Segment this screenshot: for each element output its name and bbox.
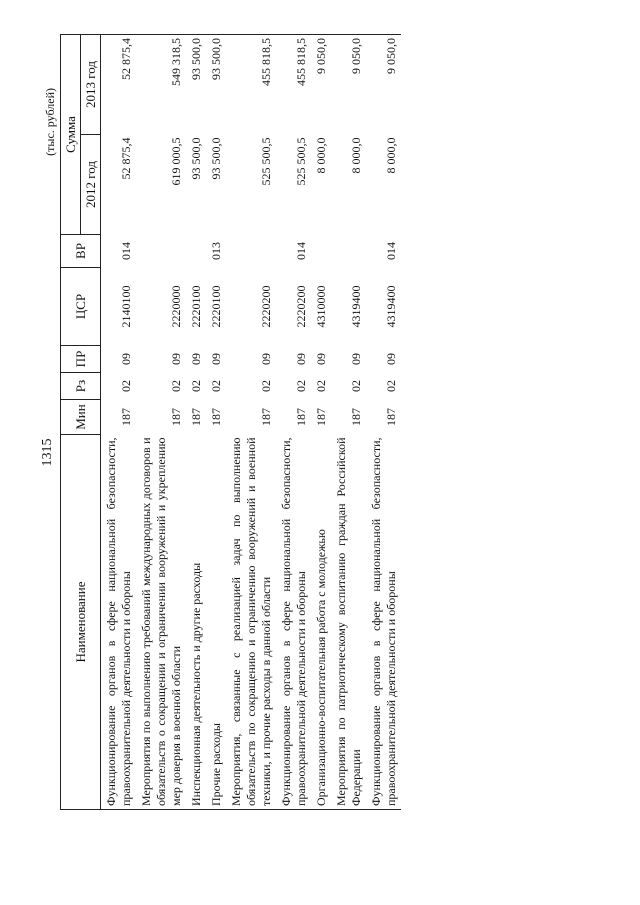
row-min: 187	[314, 408, 328, 426]
row-pr: 09	[349, 353, 363, 365]
row-pr: 09	[189, 353, 203, 365]
row-vr: 014	[384, 242, 398, 260]
row-rz: 02	[189, 380, 203, 392]
row-name: Прочие расходы	[206, 435, 226, 810]
header-year-2012: 2012 год	[81, 135, 101, 235]
row-rz: 02	[169, 380, 183, 392]
table-row	[136, 35, 186, 810]
table-row	[311, 35, 331, 810]
row-name: Организационно-воспитательная работа с молодежью	[311, 435, 331, 810]
row-min: 187	[119, 408, 133, 426]
row-sum-2012: 93 500,0	[209, 137, 223, 180]
row-name: Функционирование органов в сфере национальной безопасности, правоохранительной деятельности и обороны	[101, 435, 137, 810]
row-sum-2012: 8 000,0	[314, 137, 328, 174]
row-min: 187	[294, 408, 308, 426]
row-rz: 02	[349, 380, 363, 392]
row-rz: 02	[209, 380, 223, 392]
table-row	[226, 35, 276, 810]
header-csr: ЦСР	[61, 268, 101, 346]
row-sum-2013: 9 050,0	[331, 35, 366, 135]
row-vr: 013	[209, 242, 223, 260]
row-sum-2013: 455 818,5	[276, 35, 311, 135]
row-csr: 4319400	[384, 285, 398, 328]
row-csr: 2220100	[209, 285, 223, 328]
row-csr: 2220000	[169, 285, 183, 328]
row-sum-2013: 9 050,0	[366, 35, 401, 135]
row-min: 187	[349, 408, 363, 426]
row-name: Функционирование органов в сфере национальной безопасности, правоохранительной деятельности и обороны	[276, 435, 311, 810]
row-csr: 2140100	[119, 285, 133, 328]
row-sum-2013: 549 318,5	[136, 35, 186, 135]
row-vr: 014	[294, 242, 308, 260]
header-rz: Рз	[61, 373, 101, 400]
header-name: Наименование	[61, 435, 101, 810]
row-sum-2012: 8 000,0	[349, 137, 363, 174]
row-rz: 02	[314, 380, 328, 392]
row-name: Инспекционная деятельность и другие расходы	[186, 435, 206, 810]
row-pr: 09	[119, 353, 133, 365]
row-vr	[136, 235, 186, 268]
row-vr	[186, 235, 206, 268]
row-name: Мероприятия по патриотическому воспитанию граждан Российской Федерации	[331, 435, 366, 810]
table-row	[366, 35, 401, 810]
row-pr: 09	[169, 353, 183, 365]
row-sum-2013: 93 500,0	[206, 35, 226, 135]
row-vr	[311, 235, 331, 268]
table-row	[331, 35, 366, 810]
row-name: Мероприятия по выполнению требований международных договоров и обязательств о сокращении и ограничении вооружений и укреплению мер доверия в военной области	[136, 435, 186, 810]
row-pr: 09	[314, 353, 328, 365]
table-row	[186, 35, 206, 810]
header-pr: ПР	[61, 346, 101, 373]
row-sum-2013: 9 050,0	[311, 35, 331, 135]
table-row	[101, 35, 137, 810]
row-vr	[226, 235, 276, 268]
row-min: 187	[384, 408, 398, 426]
row-sum-2012: 8 000,0	[384, 137, 398, 174]
row-sum-2012: 525 500,5	[294, 137, 308, 186]
row-sum-2012: 619 000,5	[169, 137, 183, 186]
row-pr: 09	[209, 353, 223, 365]
row-csr: 2220200	[259, 285, 273, 328]
row-min: 187	[259, 408, 273, 426]
row-rz: 02	[294, 380, 308, 392]
row-sum-2013: 93 500,0	[186, 35, 206, 135]
page-number: 1315	[40, 438, 55, 467]
table-row	[276, 35, 311, 810]
row-sum-2013: 455 818,5	[226, 35, 276, 135]
row-vr	[331, 235, 366, 268]
units-note: (тыс. рублей)	[43, 88, 57, 156]
row-min: 187	[189, 408, 203, 426]
row-pr: 09	[259, 353, 273, 365]
row-min: 187	[209, 408, 223, 426]
row-min: 187	[169, 408, 183, 426]
row-csr: 2220200	[294, 285, 308, 328]
row-pr: 09	[384, 353, 398, 365]
row-rz: 02	[119, 380, 133, 392]
row-csr: 2220100	[189, 285, 203, 328]
row-csr: 4310000	[314, 285, 328, 328]
budget-table	[60, 34, 401, 810]
header-vr: ВР	[61, 235, 101, 268]
row-sum-2013: 52 875,4	[101, 35, 137, 135]
row-sum-2012: 93 500,0	[189, 137, 203, 180]
header-sum: Сумма	[61, 35, 81, 235]
table-row	[206, 35, 226, 810]
row-sum-2012: 52 875,4	[119, 137, 133, 180]
row-rz: 02	[384, 380, 398, 392]
row-name: Функционирование органов в сфере национальной безопасности, правоохранительной деятельности и обороны	[366, 435, 401, 810]
row-sum-2012: 525 500,5	[259, 137, 273, 186]
row-csr: 4319400	[349, 285, 363, 328]
header-min: Мин	[61, 400, 101, 435]
row-name: Мероприятия, связанные с реализацией задач по выполнению обязательств по сокращению и ограничению вооружений и военной техники, и прочие расходы в данной области	[226, 435, 276, 810]
row-pr: 09	[294, 353, 308, 365]
header-year-2013: 2013 год	[81, 35, 101, 135]
row-rz: 02	[259, 380, 273, 392]
row-vr: 014	[119, 242, 133, 260]
